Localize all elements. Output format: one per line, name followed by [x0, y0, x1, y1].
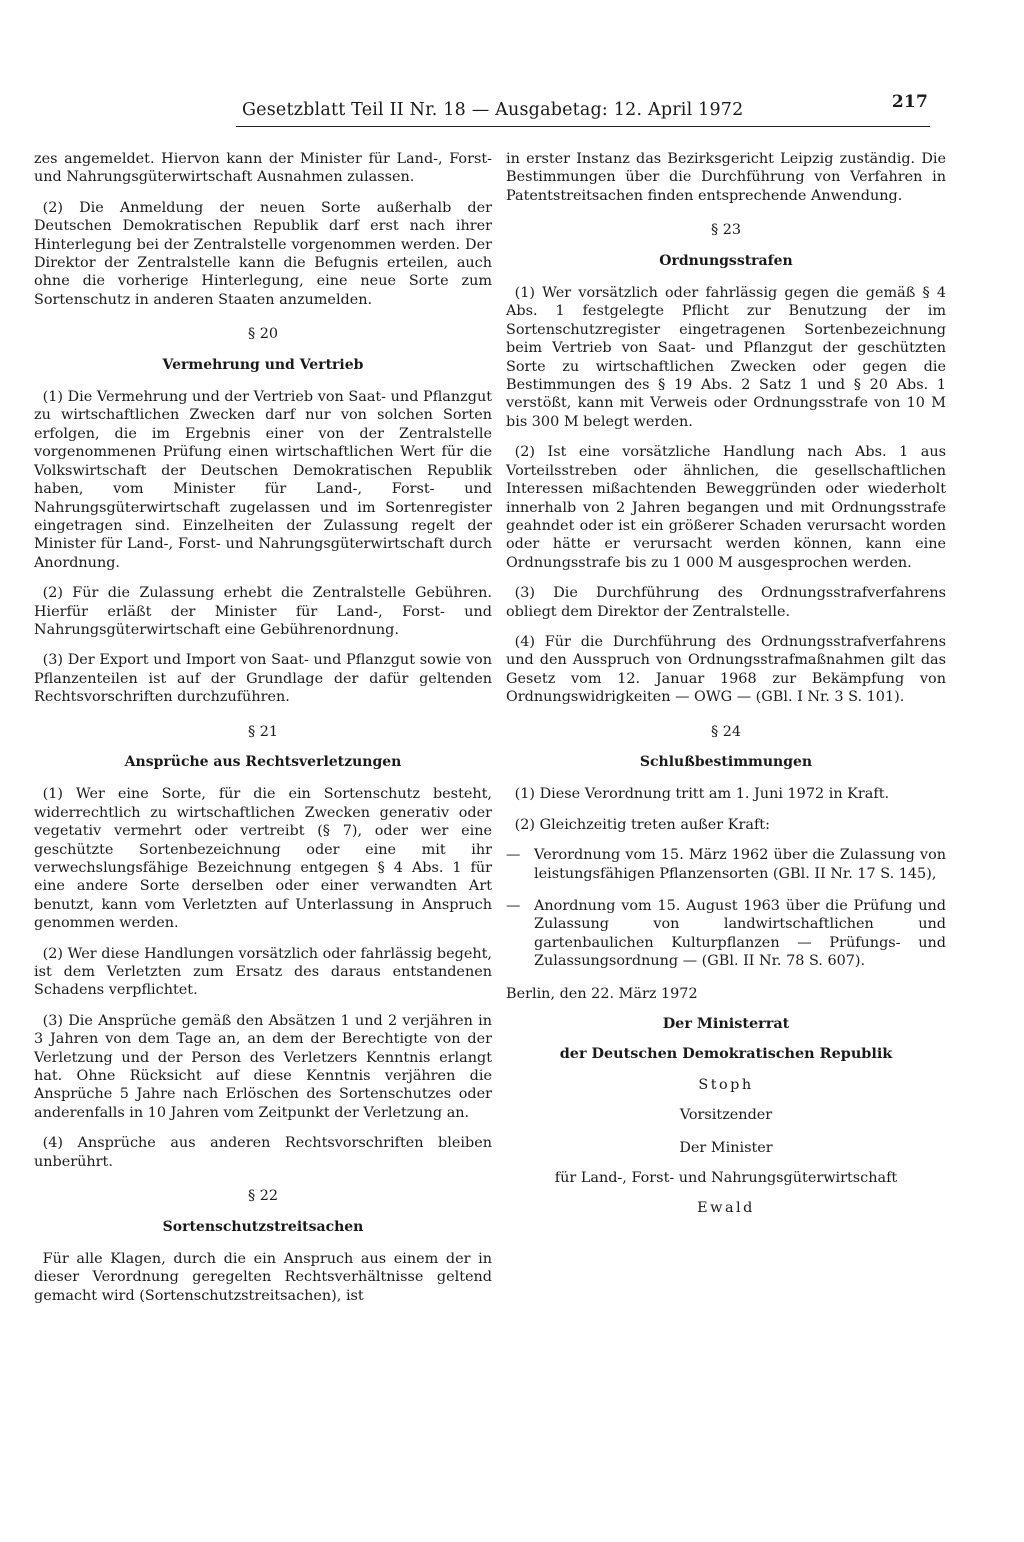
header-title: Gesetzblatt Teil II Nr. 18 — Ausgabetag: 12. April 1972 — [242, 100, 744, 120]
list-item-text: Anordnung vom 15. August 1963 über die Prüfung und Zulassung von landwirtschaftlichen und gartenbaulichen Kulturpflanzen — Prüfungs- und Zulassungsordnung — (GBl. II Nr. 78 S. 607). — [534, 898, 946, 970]
signatory-org-line-2: der Deutschen Demokratischen Republik — [559, 1045, 893, 1063]
section-number: § 22 — [247, 1188, 279, 1205]
paragraph: (1) Die Vermehrung und der Vertrieb von Saat- und Pflanzgut zu wirtschaftlichen Zwecken darf nur von solchen Sorten erfolgen, die im Ergebnis einer von der Zentralstelle vorgenommenen Prüfung einen wirtschaftlichen Wert für die Volkswirtschaft der Deutschen Demokratischen Republik haben, vom Minister für Land-, Forst- und Nahrungsgüterwirtschaft zugelassen und im Sortenregister eingetragen sind. Einzelheiten der Zulassung regelt der Minister für Land-, Forst- und Nahrungsgüterwirtschaft durch Anordnung. — [34, 389, 492, 571]
section-heading: Ansprüche aus Rechtsverletzungen — [124, 753, 402, 770]
page-number: 217 — [891, 92, 928, 112]
dash-marker: — — [506, 898, 521, 914]
signatory-role: Vorsitzender — [679, 1107, 773, 1124]
paragraph: in erster Instanz das Bezirksgericht Leipzig zuständig. Die Bestimmungen über die Durchführung von Verfahren in Patentstreitsachen finden entsprechende Anwendung. — [506, 151, 946, 204]
section-number: § 20 — [247, 326, 279, 343]
page-header — [236, 92, 930, 127]
section-heading: Sortenschutzstreitsachen — [162, 1218, 364, 1235]
signatory-role: Der Minister — [679, 1139, 773, 1156]
paragraph: (3) Die Durchführung des Ordnungsstrafverfahrens obliegt dem Direktor der Zentralstelle. — [506, 585, 946, 620]
signatory-role: für Land-, Forst- und Nahrungsgüterwirtschaft — [554, 1170, 898, 1187]
list-item — [506, 846, 946, 883]
paragraph: Für alle Klagen, durch die ein Anspruch aus einem der in dieser Verordnung geregelten Rechtsverhältnisse geltend gemacht wird (Sortenschutzstreitsachen), ist — [34, 1250, 492, 1304]
paragraph: (1) Diese Verordnung tritt am 1. Juni 1972 in Kraft. — [514, 786, 890, 803]
section-heading: Schlußbestimmungen — [639, 753, 813, 770]
paragraph: (1) Wer eine Sorte, für die ein Sortenschutz besteht, widerrechtlich zu wirtschaftlichen Zwecken generativ oder vegetativ vermehrt oder vertreibt (§ 7), oder wer eine geschützte Sortenbezeichnung oder eine mit ihr verwechslungsfähige Bezeichnung entgegen § 4 Abs. 1 für eine andere Sorte derselben oder einer verwandten Art benutzt, kann vom Verletzten auf Unterlassung in Anspruch genommen werden. — [34, 786, 492, 932]
paragraph: (1) Wer vorsätzlich oder fahrlässig gegen die gemäß § 4 Abs. 1 festgelegte Pflicht zur Benutzung der im Sortenschutzregister eingetragenen Sortenbezeichnung beim Vertrieb von Saat- und Pflanzgut der geschützten Sorte zu wirtschaftlichen Zwecken oder gegen die Bestimmungen des § 19 Abs. 2 Satz 1 und § 20 Abs. 1 verstößt, kann mit Verweis oder Ordnungsstrafe von 10 M bis 300 M belegt werden. — [506, 285, 946, 430]
signatory-name: Stoph — [698, 1076, 754, 1093]
paragraph: (2) Die Anmeldung der neuen Sorte außerhalb der Deutschen Demokratischen Republik darf erst nach ihrer Hinterlegung bei der Zentralstelle vorgenommen werden. Der Direktor der Zentralstelle kann die Befugnis erteilen, auch ohne die vorherige Hinterlegung, eine neue Sorte zum Sortenschutz in anderen Staaten anzumelden. — [34, 199, 492, 308]
paragraph: (2) Gleichzeitig treten außer Kraft: — [514, 816, 770, 833]
paragraph: (3) Der Export und Import von Saat- und Pflanzgut sowie von Pflanzenteilen ist auf der Grundlage der dafür geltenden Rechtsvorschriften durchzuführen. — [34, 652, 492, 706]
paragraph: (2) Wer diese Handlungen vorsätzlich oder fahrlässig begeht, ist dem Verletzten zum Ersatz des daraus entstandenen Schadens verpflichtet. — [34, 945, 492, 999]
paragraph: (3) Die Ansprüche gemäß den Absätzen 1 und 2 verjähren in 3 Jahren von dem Tage an, an dem der Berechtigte von der Verletzung und der Person des Verletzers Kenntnis erlangt hat. Ohne Rücksicht auf diese Kenntnis verjähren die Ansprüche 5 Jahre nach Erlöschen des Sortenschutzes oder anderenfalls in 10 Jahren vom Zeitpunkt der Verletzung an. — [34, 1012, 492, 1121]
paragraph: (2) Ist eine vorsätzliche Handlung nach Abs. 1 aus Vorteilsstreben oder ähnlichen, die gesellschaftlichen Interessen mißachtenden Beweggründen oder wiederholt innerhalb von 2 Jahren begangen und mit Ordnungsstrafe geahndet oder ist ein größerer Schaden verursacht worden oder hätte er verursacht werden können, kann eine Ordnungsstrafe bis zu 1 000 M ausgesprochen werden. — [506, 444, 946, 571]
paragraph: (4) Ansprüche aus anderen Rechtsvorschriften bleiben unberührt. — [34, 1135, 492, 1170]
section-heading: Ordnungsstrafen — [659, 252, 793, 269]
paragraph: (4) Für die Durchführung des Ordnungsstrafverfahrens und den Ausspruch von Ordnungsstrafmaßnahmen gilt das Gesetz vom 12. Januar 1968 zur Bekämpfung von Ordnungswidrigkeiten — OWG — (GBl. I Nr. 3 S. 101). — [506, 633, 946, 706]
section-number: § 24 — [710, 723, 742, 740]
section-number: § 23 — [710, 222, 742, 239]
signatory-name: Ewald — [697, 1200, 755, 1217]
right-column — [506, 150, 946, 1230]
left-column — [34, 150, 492, 1317]
list-item-text: Verordnung vom 15. März 1962 über die Zulassung von leistungsfähigen Pflanzensorten (GBl. II Nr. 17 S. 145), — [534, 847, 946, 882]
paragraph: zes angemeldet. Hiervon kann der Minister für Land-, Forst- und Nahrungsgüterwirtschaft Ausnahmen zulassen. — [34, 151, 492, 186]
list-item — [506, 897, 946, 971]
signatory-org-line-1: Der Ministerrat — [662, 1015, 790, 1033]
section-number: § 21 — [247, 723, 279, 740]
paragraph: (2) Für die Zulassung erhebt die Zentralstelle Gebühren. Hierfür erläßt der Minister für Land-, Forst- und Nahrungsgüterwirtschaft eine Gebührenordnung. — [34, 585, 492, 638]
place-date: Berlin, den 22. März 1972 — [506, 985, 698, 1002]
section-heading: Vermehrung und Vertrieb — [162, 356, 364, 373]
dash-marker: — — [506, 847, 521, 864]
